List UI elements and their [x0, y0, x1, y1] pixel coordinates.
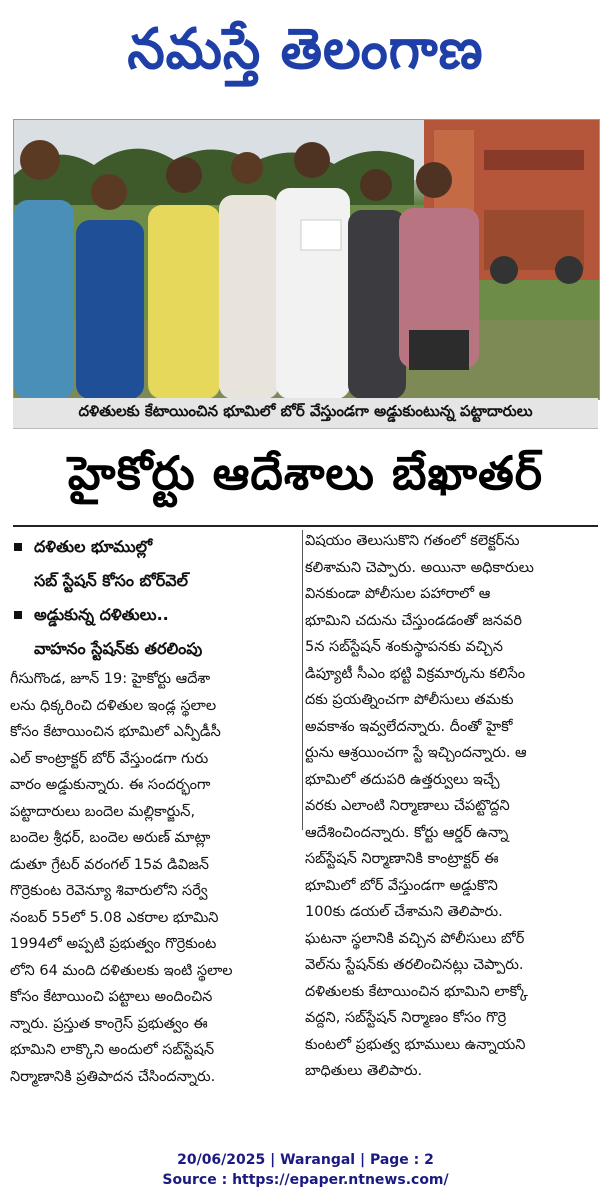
body-line: భూమిలో బోర్ వేస్తుండగా అడ్డుకొని: [305, 877, 498, 894]
headline-divider: [13, 525, 598, 527]
body-line: బందెల శ్రీధర్, బందెల అరుణ్ మాట్లా: [10, 830, 211, 846]
body-line: ఎల్ కాంట్రాక్టర్ బోర్ వేస్తుండగా గురు: [10, 750, 209, 767]
news-photo: [13, 119, 600, 400]
footer-date-edition: 20/06/2025 | Warangal | Page : 2: [177, 1152, 434, 1168]
newspaper-logo: నమస్తే తెలంగాణ: [127, 16, 484, 82]
article-left-column: [10, 530, 300, 1090]
article-body-right: [305, 528, 605, 1085]
footer-source-link[interactable]: Source : https://epaper.ntnews.com/: [162, 1172, 449, 1188]
body-line: 1994లో అప్పటి ప్రభుత్వం గొర్రెకుంట: [10, 936, 217, 952]
body-line: కుంటలో ప్రభుత్వ భూములు ఉన్నాయని: [305, 1036, 526, 1053]
subhead-line: అడ్డుకున్న దళితులు..: [34, 605, 169, 624]
body-line: దకు ప్రయత్నించగా పోలీసులు తమకు: [305, 692, 514, 708]
body-line: వరకు ఎలాంటి నిర్మాణాలు చేపట్టొద్దని: [305, 798, 510, 814]
body-line: నంబర్ 55లో 5.08 ఎకరాల భూమిని: [10, 909, 219, 926]
body-line: పట్టాదారులు బందెల మల్లికార్జున్,: [10, 803, 196, 820]
body-line: వెల్‌ను స్టేషన్‌కు తరలించినట్లు చెప్పారు.: [305, 957, 524, 973]
subhead-line: సబ్ స్టేషన్ కోసం బోర్‌వెల్: [34, 571, 188, 590]
body-line: 5న సబ్‌స్టేషన్ శంకుస్థాపనకు వచ్చిన: [305, 639, 503, 655]
page-footer: [0, 1150, 611, 1190]
body-line: డిప్యూటీ సీఎం భట్టి విక్రమార్కను కలిసేం: [305, 665, 526, 682]
subhead-line: దళితుల భూముల్లో: [34, 537, 153, 556]
group-photo-image: [14, 120, 599, 399]
body-line: దళితులకు కేటాయించిన భూమిని లాక్కో: [305, 983, 528, 1000]
subhead-line: వాహనం స్టేషన్‌కు తరలింపు: [34, 639, 203, 658]
article-body-left: [10, 666, 300, 1090]
body-line: కోసం కేటాయించి పట్టాలు అందించిన: [10, 989, 213, 1005]
body-line: వినకుండా పోలీసుల పహారాలో ఆ: [305, 586, 491, 602]
body-line: ఆదేశించిందన్నారు. కోర్టు ఆర్డర్ ఉన్నా: [305, 824, 509, 841]
body-line: లోని 64 మంది దళితులకు ఇంటి స్థలాల: [10, 962, 233, 979]
body-line: గీసుగొండ, జూన్ 19: హైకోర్టు ఆదేశా: [10, 671, 211, 687]
body-line: డుతూ గ్రేటర్ వరంగల్ 15వ డివిజన్: [10, 856, 209, 873]
body-line: ర్టును ఆశ్రయించగా స్టే ఇచ్చిందన్నారు. ఆ: [305, 745, 527, 761]
body-line: బాధితులు తెలిపారు.: [305, 1063, 423, 1079]
body-line: భూమిని చదును చేస్తుండడంతో జనవరి: [305, 612, 522, 629]
article-headline: హైకోర్టు ఆదేశాలు బేఖాతర్: [67, 446, 544, 500]
bullet-square-icon: [14, 611, 22, 619]
body-line: 100కు డయల్ చేశామని తెలిపారు.: [305, 904, 503, 920]
body-line: లను ధిక్కరించి దళితుల ఇండ్ల స్థలాల: [10, 697, 217, 714]
subhead-bullet: [10, 530, 300, 598]
body-line: భూమిని లాక్కొని అందులో సబ్‌స్టేషన్: [10, 1042, 214, 1058]
column-divider: [302, 530, 303, 830]
body-line: భూమిలో తదుపరి ఉత్తర్వులు ఇచ్చే: [305, 771, 500, 788]
body-line: వద్దని, సబ్‌స్టేషన్ నిర్మాణం కోసం గొర్రె: [305, 1010, 507, 1026]
body-line: విషయం తెలుసుకొని గతంలో కలెక్టర్‌ను: [305, 533, 520, 549]
body-line: ఘటనా స్థలానికి వచ్చిన పోలీసులు బోర్: [305, 930, 525, 947]
bullet-square-icon: [14, 543, 22, 551]
body-line: గొర్రెకుంట రెవెన్యూ శివారులోని సర్వే: [10, 883, 208, 899]
body-line: నిర్మాణానికి ప్రతిపాదన చేసిందన్నారు.: [10, 1068, 216, 1085]
body-line: కోసం కేటాయించిన భూమిలో ఎన్పీడీసీ: [10, 724, 221, 740]
body-line: కలిశామని చెప్పారు. అయినా అధికారులు: [305, 559, 534, 576]
photo-caption: దళితులకు కేటాయించిన భూమిలో బోర్ వేస్తుండగా అడ్డుకుంటున్న పట్టాదారులు: [13, 398, 598, 429]
article-right-column: [305, 528, 605, 1085]
body-line: అవకాశం ఇవ్వలేదన్నారు. దీంతో హైకో: [305, 718, 513, 735]
masthead: [0, 0, 611, 112]
subhead-bullet: [10, 598, 300, 666]
body-line: వారం అడ్డుకున్నారు. ఈ సందర్భంగా: [10, 777, 211, 793]
body-line: న్నారు. ప్రస్తుత కాంగ్రెస్ ప్రభుత్వం ఈ: [10, 1015, 208, 1032]
body-line: సబ్‌స్టేషన్ నిర్మాణానికి కాంట్రాక్టర్ ఈ: [305, 851, 499, 867]
